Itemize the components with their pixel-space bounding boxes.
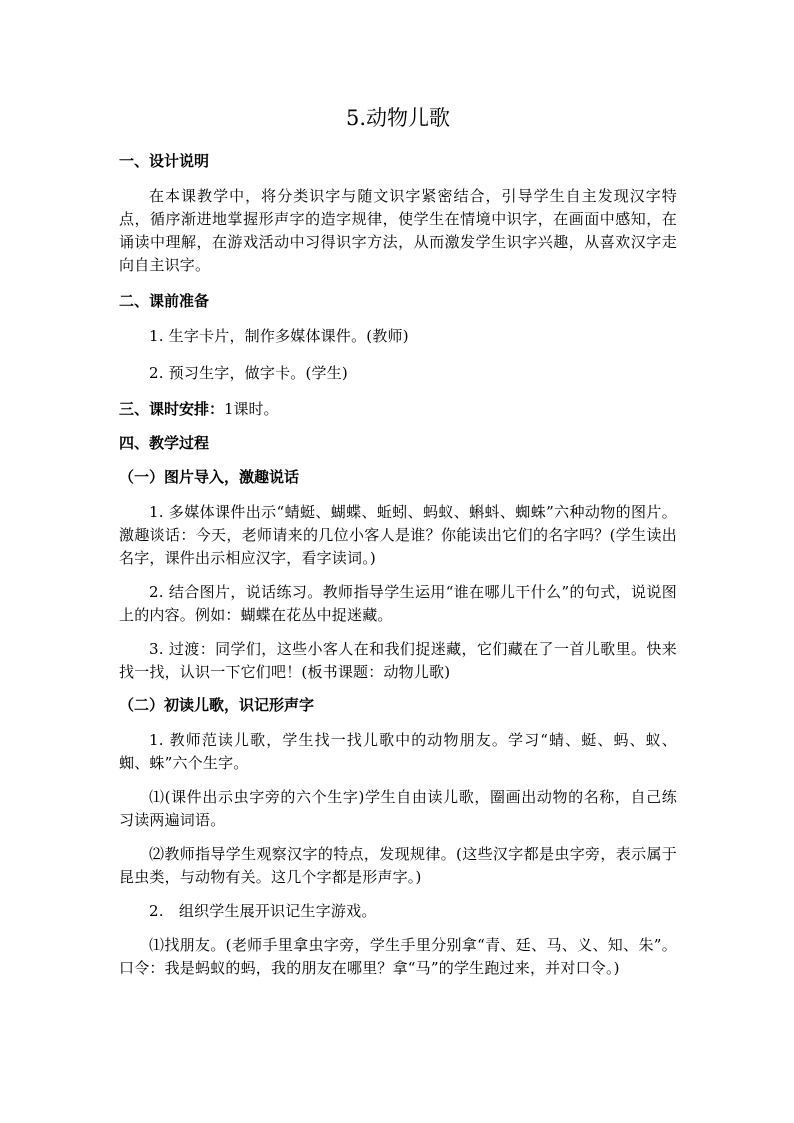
design-paragraph: 在本课教学中，将分类识字与随文识字紧密结合，引导学生自主发现汉字特点，循序渐进地掌握形声字的造字规律，使学生在情境中识字，在画面中感知，在诵读中理解，在游戏活动中习得识字方法，从而激发学生识字兴趣，从喜欢汉字走向自主识字。 — [119, 187, 677, 274]
process-paragraph: 1. 多媒体课件出示“蜻蜓、蝴蝶、蚯蚓、蚂蚁、蝌蚪、蜘蛛”六种动物的图片。激趣谈话：今天，老师请来的几位小客人是谁？你能读出它们的名字吗？(学生读出名字，课件出示相应汉字，看字读词。) — [119, 503, 677, 567]
page-title: 5.动物儿歌 — [345, 106, 451, 130]
subsection-heading-1: （一）图片导入，激趣说话 — [119, 468, 300, 486]
section-heading-design: 一、设计说明 — [119, 152, 210, 170]
section-heading-prep: 二、课前准备 — [119, 292, 210, 310]
section-heading-schedule — [119, 399, 677, 419]
subsection-heading-2: （二）初读儿歌，识记形声字 — [119, 696, 315, 714]
process-paragraph: ⑴找朋友。(老师手里拿虫字旁，学生手里分别拿“青、廷、马、义、知、朱”。口令：我是蚂蚁的蚂，我的朋友在哪里？拿“马”的学生跑过来，并对口令。) — [119, 936, 677, 977]
schedule-value: 1课时。 — [224, 400, 279, 418]
process-paragraph: 1. 教师范读儿歌，学生找一找儿歌中的动物朋友。学习“蜻、蜓、蚂、蚁、蜘、蛛”六个生字。 — [119, 731, 677, 772]
process-paragraph: ⑴(课件出示虫字旁的六个生字)学生自由读儿歌，圈画出动物的名称，自己练习读两遍词语。 — [119, 788, 677, 829]
prep-item-2: 2. 预习生字，做字卡。(学生) — [149, 364, 348, 382]
process-paragraph: 2. 组织学生展开识记生字游戏。 — [149, 902, 377, 920]
section-heading-process: 四、教学过程 — [119, 434, 210, 452]
process-paragraph: 2. 结合图片，说话练习。教师指导学生运用“谁在哪儿干什么”的句式，说说图上的内容。例如：蝴蝶在花丛中捉迷藏。 — [119, 583, 677, 624]
document-body — [119, 104, 677, 991]
prep-item-1: 1. 生字卡片，制作多媒体课件。(教师) — [149, 327, 409, 345]
process-paragraph: ⑵教师指导学生观察汉字的特点，发现规律。(这些汉字都是虫字旁，表示属于昆虫类，与动物有关。这几个字都是形声字。) — [119, 845, 677, 886]
process-paragraph: 3. 过渡：同学们，这些小客人在和我们捉迷藏，它们藏在了一首儿歌里。快来找一找，认识一下它们吧！(板书课题：动物儿歌) — [119, 640, 677, 681]
schedule-label: 三、课时安排： — [119, 400, 225, 418]
